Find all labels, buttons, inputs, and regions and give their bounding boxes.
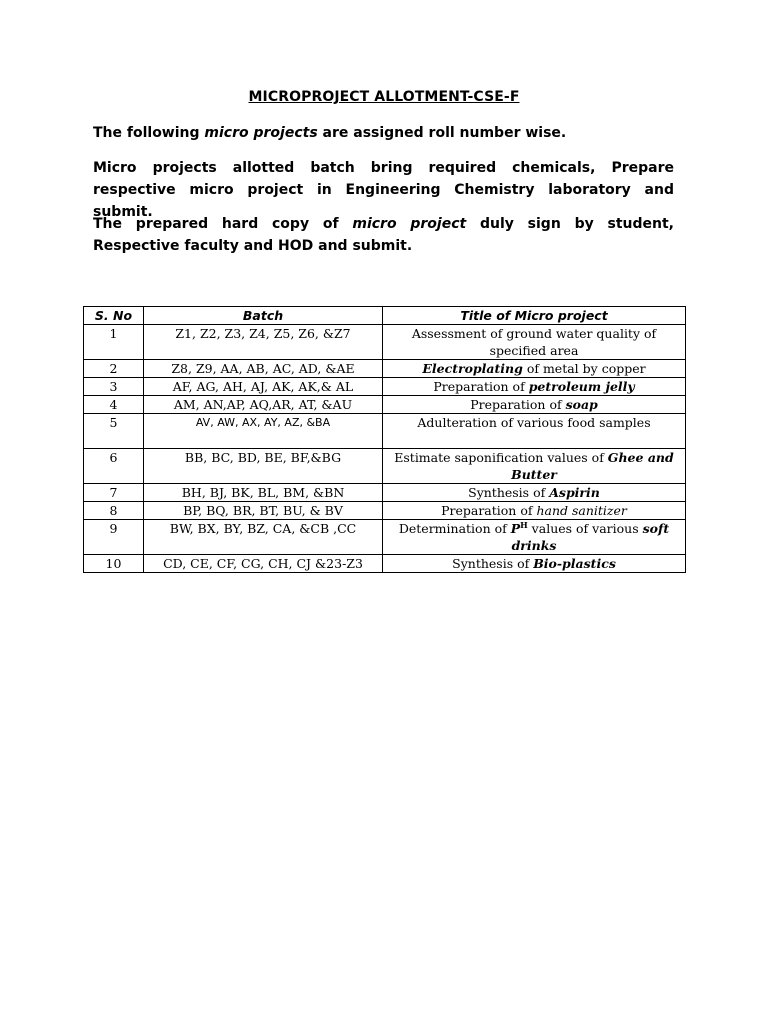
table-row: [84, 555, 686, 573]
title-ph-superscript: H: [520, 519, 528, 530]
title-text: Estimate saponification values of: [394, 450, 608, 465]
title-ph-letter: P: [510, 521, 521, 536]
row-sno: 1: [84, 325, 144, 360]
title-text: Preparation of: [470, 397, 566, 412]
row-batch: BP, BQ, BR, BT, BU, & BV: [144, 502, 383, 520]
table-row: [84, 449, 686, 484]
table-header-row: [84, 307, 686, 325]
table-row: [84, 396, 686, 414]
title-emphasis: Aspirin: [549, 485, 600, 500]
row-batch: AM, AN,AP, AQ,AR, AT, &AU: [144, 396, 383, 414]
title-text: Preparation of: [441, 503, 537, 518]
table-row: [84, 414, 686, 449]
row-batch: AF, AG, AH, AJ, AK, AK,& AL: [144, 378, 383, 396]
table-row: [84, 360, 686, 378]
intro-text-end: are assigned roll number wise.: [317, 125, 567, 141]
row-title: [383, 484, 686, 502]
row-batch: CD, CE, CF, CG, CH, CJ &23-Z3: [144, 555, 383, 573]
intro-text-start: The following: [93, 125, 205, 141]
table-row: [84, 484, 686, 502]
table-row: [84, 502, 686, 520]
row-title: [383, 520, 686, 555]
row-sno: 10: [84, 555, 144, 573]
submission-emphasis: micro project: [352, 216, 467, 232]
title-emphasis: soft drinks: [511, 521, 670, 553]
submission-text-start: The prepared hard copy of: [93, 216, 353, 232]
row-title: [383, 502, 686, 520]
submission-text-end: duly sign by student, Respective faculty and HOD and submit.: [93, 216, 674, 254]
row-sno: 2: [84, 360, 144, 378]
title-emphasis: Bio-plastics: [533, 556, 616, 571]
row-batch: BH, BJ, BK, BL, BM, &BN: [144, 484, 383, 502]
title-text: Synthesis of: [452, 556, 534, 571]
row-sno: 4: [84, 396, 144, 414]
row-title: Assessment of ground water quality of specified area: [383, 325, 686, 360]
header-sno: S. No: [84, 307, 144, 325]
table-row: [84, 378, 686, 396]
row-batch: BW, BX, BY, BZ, CA, &CB ,CC: [144, 520, 383, 555]
title-text: Preparation of: [433, 379, 529, 394]
table-row: [84, 325, 686, 360]
title-text: Synthesis of: [468, 485, 550, 500]
row-title: [383, 449, 686, 484]
title-text-mid: values of various: [527, 521, 643, 536]
row-title: Adulteration of various food samples: [383, 414, 686, 449]
row-sno: 9: [84, 520, 144, 555]
instruction-paragraph: Micro projects allotted batch bring required chemicals, Prepare respective micro project in Engineering Chemistry laboratory and submit.: [93, 160, 674, 220]
row-sno: 3: [84, 378, 144, 396]
title-italic: hand sanitizer: [536, 503, 627, 518]
row-title: [383, 360, 686, 378]
row-sno: 5: [84, 414, 144, 449]
title-text: Determination of: [398, 521, 511, 536]
row-batch: AV, AW, AX, AY, AZ, &BA: [144, 414, 383, 449]
allotment-table: [83, 306, 686, 573]
row-batch: Z8, Z9, AA, AB, AC, AD, &AE: [144, 360, 383, 378]
row-sno: 8: [84, 502, 144, 520]
title-emphasis: Electroplating: [422, 361, 523, 376]
row-title: [383, 396, 686, 414]
title-text: of metal by copper: [522, 361, 646, 376]
row-title: [383, 378, 686, 396]
title-emphasis: petroleum jelly: [528, 379, 635, 394]
submission-paragraph: [93, 213, 674, 257]
row-batch: BB, BC, BD, BE, BF,&BG: [144, 449, 383, 484]
document-title: MICROPROJECT ALLOTMENT-CSE-F: [248, 89, 520, 105]
intro-paragraph: [93, 122, 674, 144]
row-sno: 7: [84, 484, 144, 502]
intro-emphasis: micro projects: [204, 125, 318, 141]
header-batch: Batch: [144, 307, 383, 325]
table-row: [84, 520, 686, 555]
row-batch: Z1, Z2, Z3, Z4, Z5, Z6, &Z7: [144, 325, 383, 360]
row-sno: 6: [84, 449, 144, 484]
header-title: Title of Micro project: [383, 307, 686, 325]
row-title: [383, 555, 686, 573]
title-emphasis: Ghee and Butter: [511, 450, 674, 482]
title-emphasis: soap: [565, 397, 598, 412]
